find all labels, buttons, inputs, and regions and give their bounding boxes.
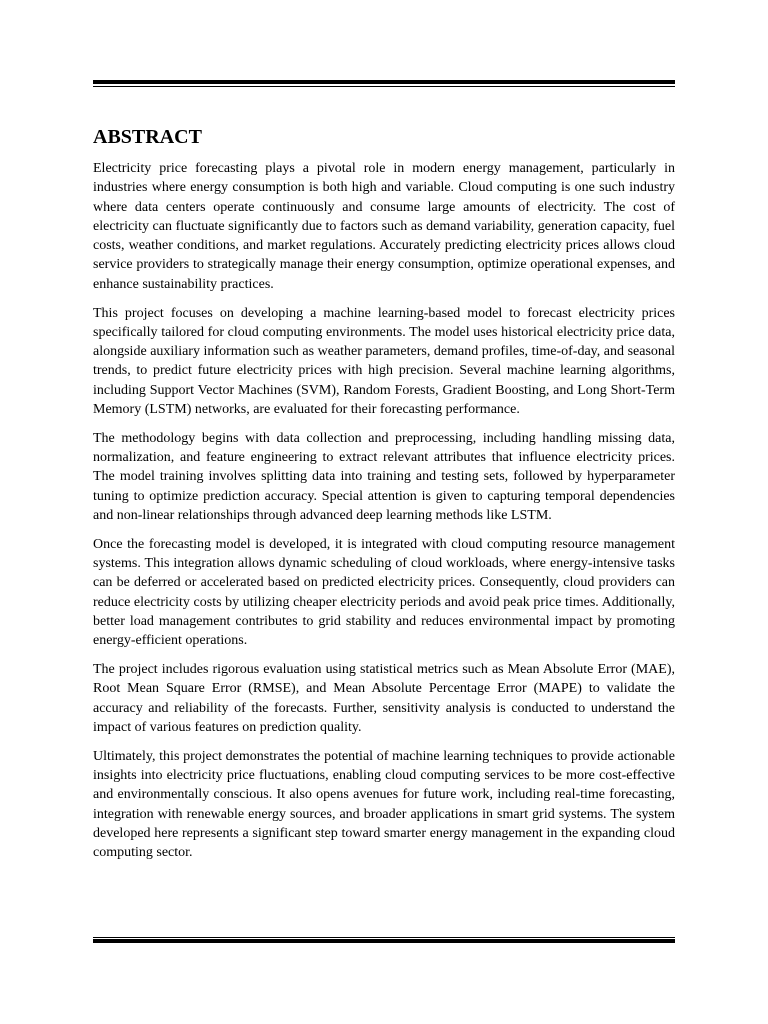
abstract-paragraph-5: The project includes rigorous evaluation using statistical metrics such as Mean Absolute Error (MAE), Root Mean Square Error (RMSE), and Mean Absolute Percentage Error (MAPE) to validate the accuracy and reliability of the forecasts. Further, sensitivity analysis is conducted to understand the impact of various features on prediction quality. [93, 662, 675, 736]
abstract-section [93, 124, 675, 872]
abstract-paragraph-4: Once the forecasting model is developed, it is integrated with cloud computing resource management systems. This integration allows dynamic scheduling of cloud workloads, where energy-intensive tasks can be deferred or accelerated based on predicted electricity prices. Consequently, cloud providers can reduce electricity costs by utilizing cheaper electricity periods and avoid peak price times. Additionally, better load management contributes to grid stability and reduces environmental impact by promoting energy-efficient operations. [93, 536, 675, 649]
abstract-heading: ABSTRACT [93, 126, 202, 148]
top-border-thin [93, 86, 675, 87]
bottom-border-thick [93, 939, 675, 943]
bottom-border-thin [93, 937, 675, 938]
abstract-paragraph-6: Ultimately, this project demonstrates the potential of machine learning techniques to provide actionable insights into electricity price fluctuations, enabling cloud computing services to be more cost-effective and environmentally conscious. It also opens avenues for future work, including real-time forecasting, integration with renewable energy sources, and broader applications in smart grid systems. The system developed here represents a significant step toward smarter energy management in the expanding cloud computing sector. [93, 748, 675, 861]
abstract-paragraph-3: The methodology begins with data collection and preprocessing, including handling missing data, normalization, and feature engineering to extract relevant attributes that influence electricity prices. The model training involves splitting data into training and testing sets, followed by hyperparameter tuning to optimize prediction accuracy. Special attention is given to capturing temporal dependencies and non-linear relationships through advanced deep learning methods like LSTM. [93, 430, 675, 524]
abstract-paragraph-1: Electricity price forecasting plays a pivotal role in modern energy management, particularly in industries where energy consumption is both high and variable. Cloud computing is one such industry where data centers operate continuously and consume large amounts of electricity. The cost of electricity can fluctuate significantly due to factors such as demand variability, generation capacity, fuel costs, weather conditions, and market regulations. Accurately predicting electricity prices allows cloud service providers to strategically manage their energy consumption, optimize operational expenses, and enhance sustainability practices. [93, 161, 675, 292]
abstract-paragraph-2: This project focuses on developing a machine learning-based model to forecast electricity prices specifically tailored for cloud computing environments. The model uses historical electricity price data, alongside auxiliary information such as weather parameters, demand profiles, time-of-day, and seasonal trends, to predict future electricity prices with high precision. Several machine learning algorithms, including Support Vector Machines (SVM), Random Forests, Gradient Boosting, and Long Short-Term Memory (LSTM) networks, are evaluated for their forecasting performance. [93, 305, 675, 418]
top-border-thick [93, 80, 675, 84]
